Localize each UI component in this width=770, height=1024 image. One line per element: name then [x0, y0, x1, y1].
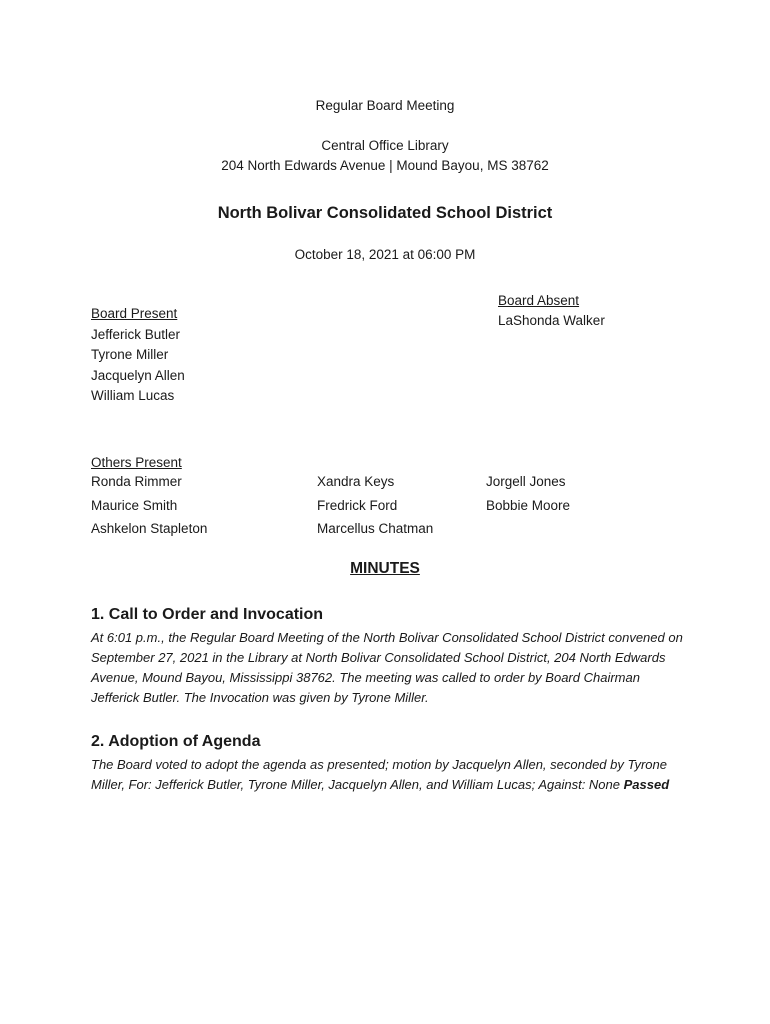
- board-absent-member: LaShonda Walker: [498, 313, 605, 328]
- board-present-heading: Board Present: [91, 306, 178, 321]
- others-present-name: Maurice Smith: [91, 498, 178, 513]
- organization-title: North Bolivar Consolidated School District: [217, 204, 553, 222]
- meeting-date: October 18, 2021 at 06:00 PM: [294, 247, 476, 262]
- others-present-name: Ashkelon Stapleton: [91, 521, 208, 536]
- section-title: 2. Adoption of Agenda: [91, 733, 261, 750]
- others-present-name: Fredrick Ford: [317, 498, 398, 513]
- board-present-member: Jacquelyn Allen: [91, 368, 185, 383]
- section-text-body: The Board voted to adopt the agenda as presented; motion by Jacquelyn Allen, seconded by Tyrone Miller, For: Jefferick Butler, Tyrone Miller, Jacquelyn Allen, and William Lucas; Against: None: [91, 757, 667, 792]
- section-title: 1. Call to Order and Invocation: [91, 606, 324, 623]
- board-absent-heading: Board Absent: [498, 293, 580, 308]
- others-present-heading: Others Present: [91, 455, 182, 470]
- motion-result: Passed: [623, 777, 670, 792]
- meeting-type: Regular Board Meeting: [315, 98, 455, 113]
- others-present-name: Xandra Keys: [317, 474, 395, 489]
- others-present-name: Bobbie Moore: [486, 498, 571, 513]
- others-present-name: Ronda Rimmer: [91, 474, 182, 489]
- address: 204 North Edwards Avenue | Mound Bayou, MS 38762: [221, 158, 549, 173]
- board-present-member: Tyrone Miller: [91, 347, 169, 362]
- board-present-member: Jefferick Butler: [91, 327, 181, 342]
- location-name: Central Office Library: [321, 138, 449, 153]
- others-present-name: Marcellus Chatman: [317, 521, 434, 536]
- others-present-name: Jorgell Jones: [486, 474, 566, 489]
- minutes-heading: MINUTES: [350, 560, 420, 577]
- section-text: At 6:01 p.m., the Regular Board Meeting of the North Bolivar Consolidated School District convened on September 27, 2021 in the Library at North Bolivar Consolidated School District, 204 North Edwards Avenue, Mound Bayou, Mississippi 38762. The meeting was called to order by Board Chairman Jefferick Butler. The Invocation was given by Tyrone Miller.: [91, 630, 683, 705]
- section-text: [91, 755, 691, 795]
- board-present-member: William Lucas: [91, 388, 175, 403]
